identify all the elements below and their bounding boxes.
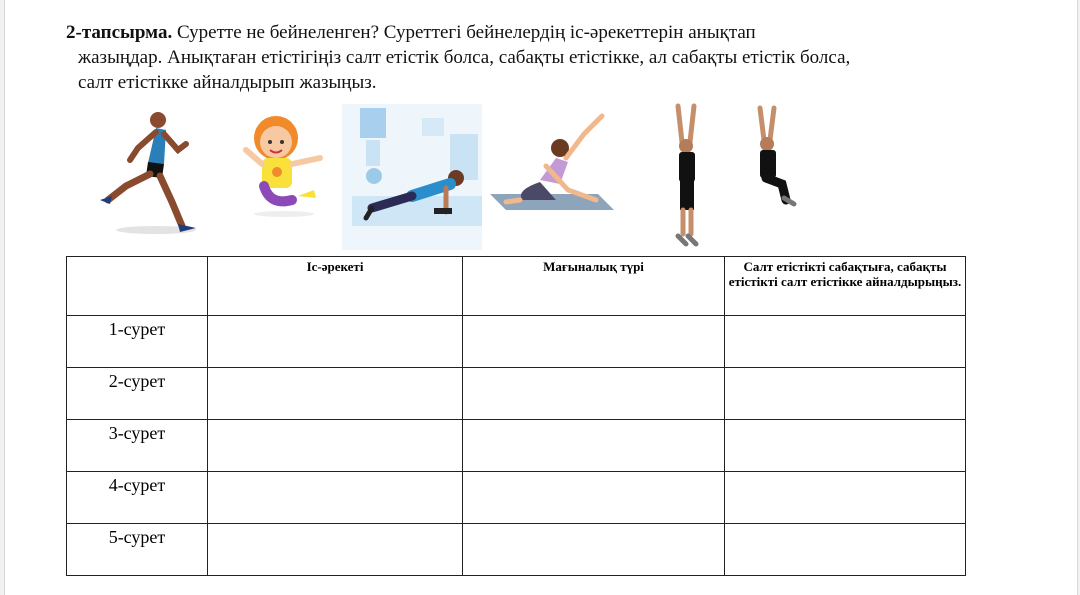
jumping-girl-icon — [236, 110, 336, 220]
answer-cell[interactable] — [208, 524, 463, 576]
hanging-bent-man-icon — [752, 104, 802, 208]
row-label: 3-сурет — [67, 420, 208, 472]
table-header-meaning-type: Мағыналық түрі — [463, 257, 725, 316]
answer-cell[interactable] — [463, 420, 725, 472]
table-header-row — [67, 257, 966, 316]
answer-cell[interactable] — [725, 524, 966, 576]
answer-cell[interactable] — [725, 472, 966, 524]
task-line-2: жазыңдар. Анықтаған етістігіңіз салт етістік болса, сабақты етістікке, ал сабақты етістік болса, — [78, 47, 851, 68]
answer-cell[interactable] — [725, 420, 966, 472]
answer-cell[interactable] — [208, 368, 463, 420]
stretching-woman-icon — [486, 110, 616, 216]
table-header-empty — [67, 257, 208, 316]
table-header-action: Іс-әрекеті — [208, 257, 463, 316]
answer-cell[interactable] — [463, 472, 725, 524]
running-man-icon — [86, 108, 206, 238]
table-header-transform: Салт етістікті сабақтыға, сабақты етістікті салт етістікке айналдырыңыз. — [725, 257, 966, 316]
row-label: 4-сурет — [67, 472, 208, 524]
answer-cell[interactable] — [725, 316, 966, 368]
row-label: 2-сурет — [67, 368, 208, 420]
answer-cell[interactable] — [463, 368, 725, 420]
row-label: 5-сурет — [67, 524, 208, 576]
answer-cell[interactable] — [208, 316, 463, 368]
row-label: 1-сурет — [67, 316, 208, 368]
task-text — [66, 20, 966, 95]
task-line-1-text: Суретте не бейнеленген? Суреттегі бейнелердің іс-әрекеттерін анықтап — [172, 22, 756, 43]
task-number: 2-тапсырма. — [66, 22, 173, 43]
table-row — [67, 472, 966, 524]
answer-cell[interactable] — [463, 316, 725, 368]
answer-cell[interactable] — [725, 368, 966, 420]
answer-cell[interactable] — [463, 524, 725, 576]
task-line-3: салт етістікке айналдырып жазыңыз. — [78, 72, 377, 93]
answer-cell[interactable] — [208, 472, 463, 524]
task-line-1 — [66, 20, 966, 45]
hanging-man-icon — [668, 102, 708, 248]
table-row — [67, 524, 966, 576]
table-row — [67, 316, 966, 368]
answer-table — [66, 256, 966, 576]
pushup-man-icon — [342, 104, 482, 250]
answer-cell[interactable] — [208, 420, 463, 472]
table-row — [67, 368, 966, 420]
table-row — [67, 420, 966, 472]
